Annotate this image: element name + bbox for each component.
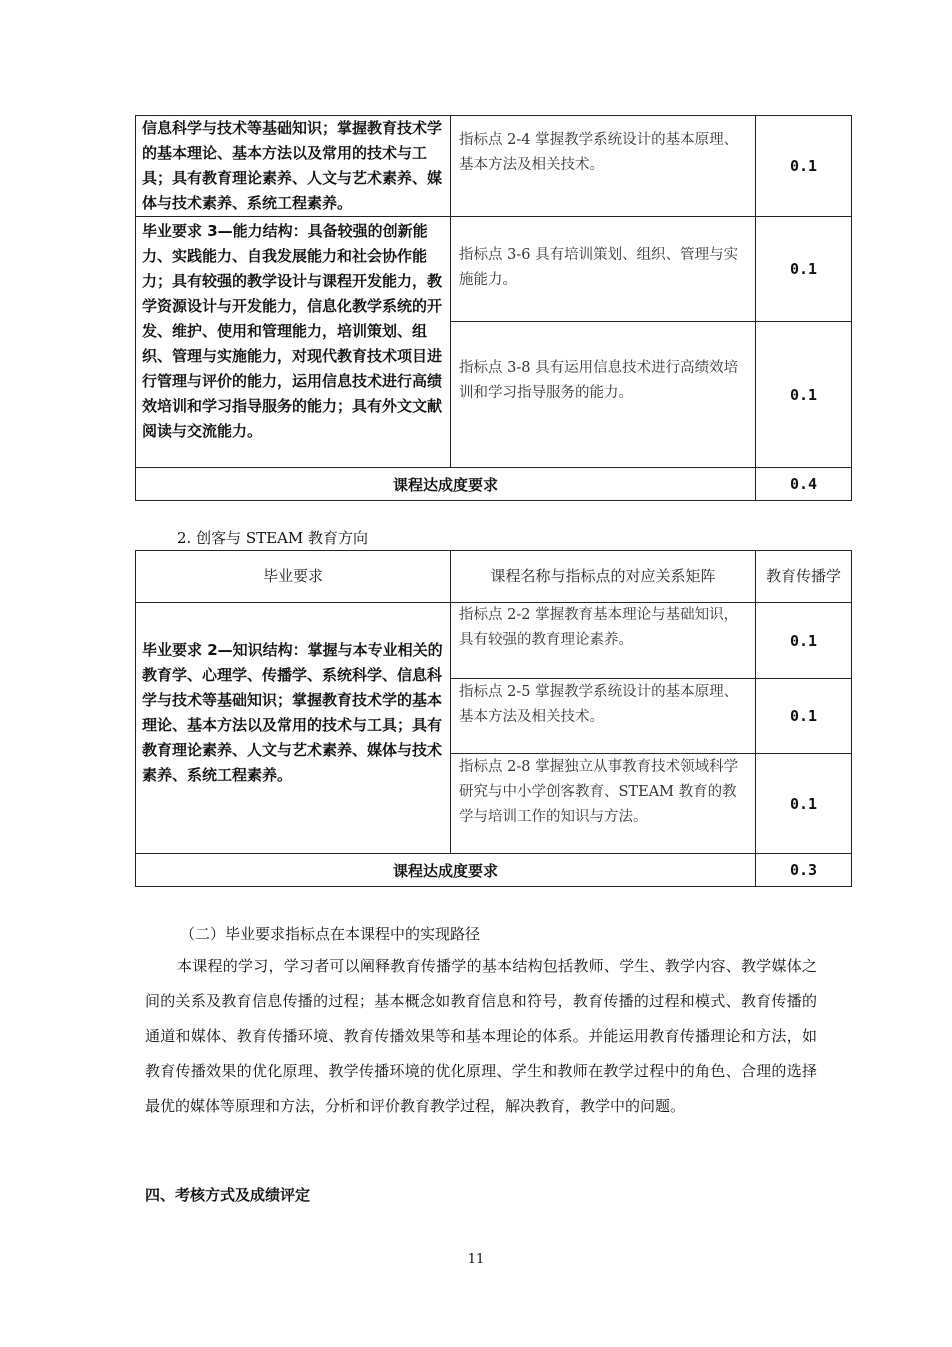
indicator-cell: 指标点 2-2 掌握教育基本理论与基础知识，具有较强的教育理论素养。 — [451, 603, 756, 679]
subsection-title: （二）毕业要求指标点在本课程中的实现路径 — [180, 925, 481, 943]
weight-cell: 0.1 — [756, 603, 852, 679]
header-row — [136, 551, 852, 603]
indicator-cell: 指标点 3-8 具有运用信息技术进行高绩效培训和学习指导服务的能力。 — [451, 322, 756, 468]
summary-value: 0.4 — [756, 468, 852, 501]
indicator-table-1 — [135, 115, 852, 501]
indicator-table-2 — [135, 550, 852, 887]
weight-cell: 0.1 — [756, 322, 852, 468]
indicator-cell: 指标点 3-6 具有培训策划、组织、管理与实施能力。 — [451, 217, 756, 322]
weight-cell: 0.1 — [756, 679, 852, 754]
requirement-cell: 信息科学与技术等基础知识；掌握教育技术学的基本理论、基本方法以及常用的技术与工具；具有教育理论素养、人文与艺术素养、媒体与技术素养、系统工程素养。 — [136, 116, 451, 217]
summary-label: 课程达成度要求 — [136, 468, 756, 501]
weight-cell: 0.1 — [756, 754, 852, 854]
summary-value: 0.3 — [756, 854, 852, 887]
column-header: 毕业要求 — [136, 551, 451, 603]
section-heading: 四、考核方式及成绩评定 — [145, 1186, 311, 1204]
body-paragraph: 本课程的学习，学习者可以阐释教育传播学的基本结构包括教师、学生、教学内容、教学媒体之间的关系及教育信息传播的过程；基本概念如教育信息和符号，教育传播的过程和模式、教育传播的通道和媒体、教育传播环境、教育传播效果等和基本理论的体系。并能运用教育传播理论和方法，如教育传播效果的优化原理、教学传播环境的优化原理、学生和教师在教学过程中的角色、合理的选择最优的媒体等原理和方法，分析和评价教育教学过程，解决教育，教学中的问题。 — [145, 957, 817, 1115]
weight-cell: 0.1 — [756, 217, 852, 322]
table-row — [136, 603, 852, 679]
summary-row — [136, 468, 852, 501]
requirement-cell: 毕业要求 3—能力结构：具备较强的创新能力、实践能力、自我发展能力和社会协作能力；具有较强的教学设计与课程开发能力，教学资源设计与开发能力，信息化教学系统的开发、维护、使用和管理能力，培训策划、组织、管理与实施能力，对现代教育技术项目进行管理与评价的能力，运用信息技术进行高绩效培训和学习指导服务的能力；具有外文文献阅读与交流能力。 — [136, 217, 451, 468]
weight-cell: 0.1 — [756, 116, 852, 217]
section-title: 2. 创客与 STEAM 教育方向 — [177, 529, 369, 547]
column-header: 课程名称与指标点的对应关系矩阵 — [451, 551, 756, 603]
page-number: 11 — [467, 1252, 485, 1267]
summary-row — [136, 854, 852, 887]
indicator-cell: 指标点 2-4 掌握教学系统设计的基本原理、基本方法及相关技术。 — [451, 116, 756, 217]
table-row — [136, 217, 852, 322]
requirement-cell: 毕业要求 2—知识结构：掌握与本专业相关的教育学、心理学、传播学、系统科学、信息科学与技术等基础知识；掌握教育技术学的基本理论、基本方法以及常用的技术与工具；具有教育理论素养、人文与艺术素养、媒体与技术素养、系统工程素养。 — [136, 603, 451, 854]
indicator-cell: 指标点 2-5 掌握教学系统设计的基本原理、基本方法及相关技术。 — [451, 679, 756, 754]
column-header: 教育传播学 — [756, 551, 852, 603]
indicator-cell: 指标点 2-8 掌握独立从事教育技术领域科学研究与中小学创客教育、STEAM 教育的教学与培训工作的知识与方法。 — [451, 754, 756, 854]
summary-label: 课程达成度要求 — [136, 854, 756, 887]
table-row — [136, 116, 852, 217]
